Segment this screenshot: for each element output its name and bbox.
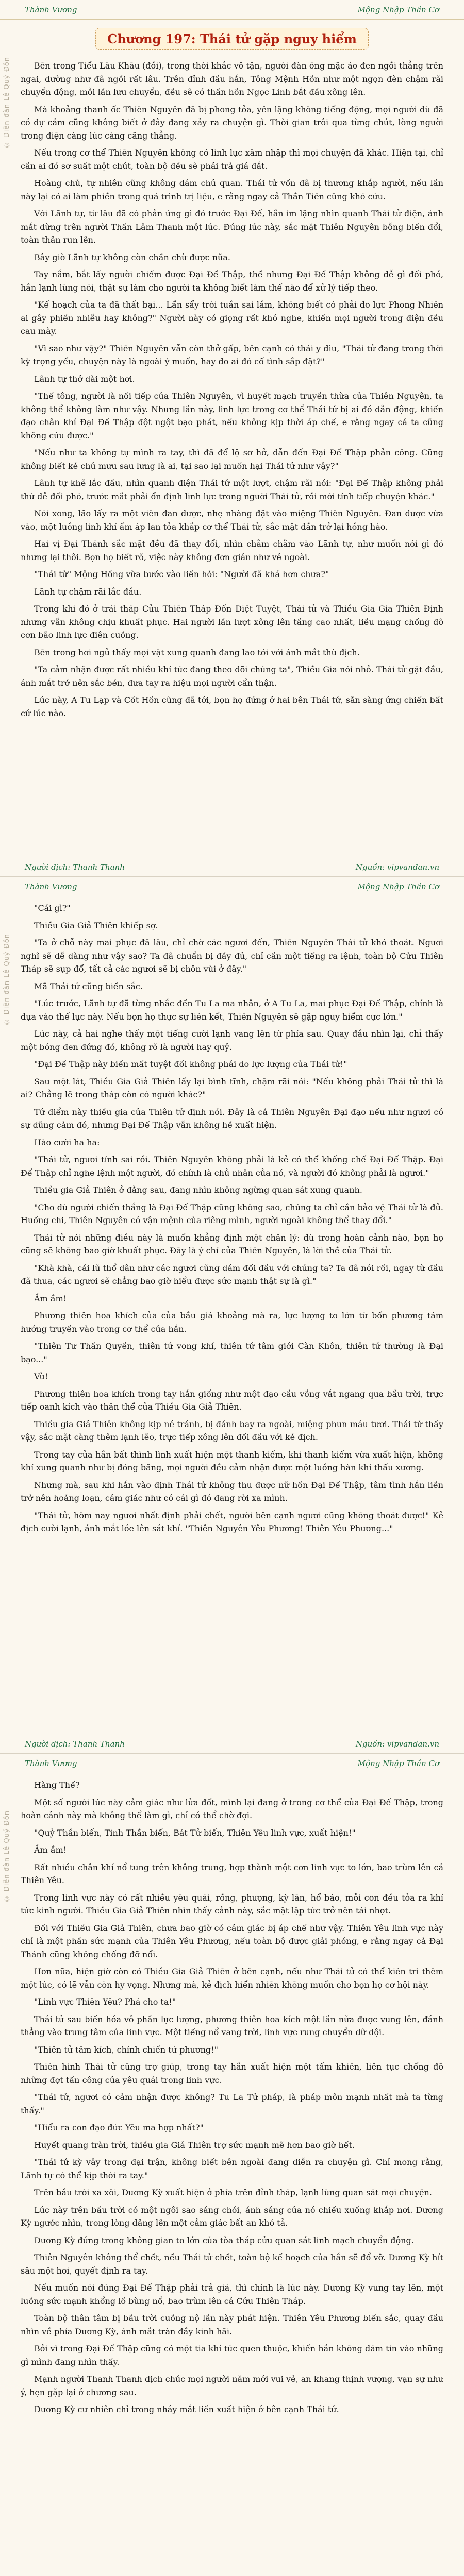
paragraph: Thiều Gia Giả Thiên khiếp sợ. <box>34 920 158 930</box>
paragraph: Dương Kỳ đứng trong không gian to lớn của tòa tháp cửu quan sát linh mạch chuyển động. <box>34 2235 414 2245</box>
paragraph: "Thái tử, ngươi có cảm nhận được không? Tu La Tử pháp, là pháp môn mạnh nhất mà ta từng thấy." <box>21 2092 443 2115</box>
paragraph: Bên trong Tiểu Lâu Khâu (đồi), trong thời khắc vô tận, người đàn ông mặc áo đen ngồi thẳng trên ngai, dường như đã ngồi rất lâu. Trên đỉnh đầu hắn, Tông Mệnh Hồn như một ngọn đèn chậm rãi chuyển động, mỗi lần lưu chuyển, đều sẽ có thần hồn Ngọc Linh bắt đầu xông lên. <box>21 61 443 97</box>
paragraph: "Thái tử, ngươi tính sai rồi. Thiên Nguyên không phải là kẻ có thể khống chế Đại Đế Thập. Đại Đế Thập chỉ nghe lệnh một người, đó chính là chủ nhân của nó, và người đó không phải là ngươi." <box>21 1155 443 1178</box>
paragraph: "Lúc trước, Lãnh tự đã từng nhắc đến Tu La ma nhân, ở A Tu La, mai phục Đại Đế Thập, chính là dựa vào thế lực này. Nếu bọn họ thực sự liên kết, Thiên Nguyên sẽ gặp nguy hiểm cực lớn." <box>21 998 443 1022</box>
paragraph: Trong khi đó ở trái tháp Cửu Thiên Tháp Đốn Diệt Tuyệt, Thái tử và Thiều Gia Gia Thiên Định nhưng vẫn không chịu khuất phục. Hai người lần lượt xông lên tầng cao nhất, liều mạng chống đỡ cơn bão linh lực điên cuồng. <box>21 604 443 640</box>
page-footer <box>0 857 464 876</box>
paragraph: Trong linh vực này có rất nhiều yêu quái, rồng, phượng, kỳ lân, hổ báo, mỗi con đều tỏa ra khí tức kinh người. Thiều Gia Giả Thiên nhìn thấy cảnh này, sắc mặt lập tức trở nên tái nhợt. <box>21 1892 443 1916</box>
paragraph: "Linh vực Thiên Yêu? Phá cho ta!" <box>34 1997 176 2007</box>
paragraph: Mạnh người Thanh Thanh dịch chúc mọi người năm mới vui vẻ, an khang thịnh vượng, vạn sự như ý, hẹn gặp lại ở chương sau. <box>21 2374 443 2397</box>
page-content <box>21 1778 443 2576</box>
paragraph: "Khà khà, cái lũ thổ dân như các ngươi cũng dám đối đầu với chúng ta? Ta đã nói rồi, ngay từ đầu đã thua, các ngươi sẽ chẳng bao giờ hiểu được sức mạnh thật sự là gì." <box>21 1263 443 1286</box>
footer-source: Nguồn: vipvandan.vn <box>355 862 439 872</box>
paragraph: "Thái tử" Mộng Hồng vừa bước vào liền hỏi: "Người đã khá hơn chưa?" <box>34 569 329 579</box>
page-header <box>0 0 464 20</box>
paragraph: Lãnh tự khẽ lắc đầu, nhìn quanh điện Thái tử một lượt, chậm rãi nói: "Đại Đế Thập không phải thứ dễ đối phó, trước mắt phải ổn định linh lực trong người Thái tử, rồi mới tính tiếp chuyện khác." <box>21 478 443 501</box>
paragraph: "Kế hoạch của ta đã thất bại... Lẩn sẩy trời tuần sai lầm, không biết có phải do lực Phong Nhiên ai gây phiền nhiễu hay không?" Người này có giọng rất khó nghe, khiến mọi người trong điện đều cau mày. <box>21 300 443 336</box>
paragraph: Hai vị Đại Thánh sắc mặt đều đã thay đổi, nhìn chằm chằm vào Lãnh tự, như muốn nói gì đó nhưng lại thôi. Bọn họ biết rõ, việc này không đơn giản như vẻ ngoài. <box>21 539 443 562</box>
paragraph: Nếu muốn nói đúng Đại Đế Thập phải trả giá, thì chính là lúc này. Dương Kỳ vung tay lên, một luồng sức mạnh khổng lồ bùng nổ, bao trùm lên cả Cửu Thiên Tháp. <box>21 2283 443 2306</box>
header-book-title: Mộng Nhập Thần Cơ <box>357 882 439 891</box>
paragraph: Bởi vì trong Đại Đế Thập cũng có một tia khí tức quen thuộc, khiến hắn không dám tin vào những gì mình đang nhìn thấy. <box>21 2344 443 2367</box>
page-content <box>21 25 443 852</box>
paragraph: Thiều gia Giả Thiên ở đằng sau, đang nhìn không ngừng quan sát xung quanh. <box>34 1185 362 1195</box>
page-footer <box>0 1734 464 1753</box>
paragraph: "Thế tông, người là nối tiếp của Thiên Nguyên, vì huyết mạch truyền thừa của Thiên Nguyên, ta không thể không làm như vậy. Nhưng lần này, linh lực trong cơ thể Thái tử bị ai đó dẫn động, khiến đạo chân khí Đại Đế Thập đột ngột bạo phát, nếu không kịp thời áp chế, e rằng ngay cả ta cũng không cứu được." <box>21 391 443 440</box>
paragraph: Thiên hinh Thái tử cũng trợ giúp, trong tay hắn xuất hiện một tấm khiên, liên tục chống đỡ những đợt tấn công của yêu quái trong linh vực. <box>21 2062 443 2085</box>
paragraph: Bây giờ Lãnh tự không còn chần chừ được nữa. <box>34 252 231 262</box>
side-watermark: © Diễn đàn Lê Quý Đôn <box>3 1810 11 1903</box>
page-header <box>0 877 464 896</box>
paragraph: Một số người lúc này cảm giác như lửa đốt, mình lại đang ở trong cơ thể của Đại Đế Thập, trong hoàn cảnh này mà không thể làm gì, chỉ có thể chờ đợi. <box>21 1797 443 1820</box>
paragraphs <box>21 902 443 1535</box>
paragraph: Lúc này trên bầu trời có một ngôi sao sáng chói, ánh sáng của nó chiếu xuống khắp nơi. Dương Kỳ ngước nhìn, trong lòng dâng lên một cảm giác bất an khó tả. <box>21 2205 443 2228</box>
page-2 <box>0 877 464 1754</box>
paragraph: Sau một lát, Thiều Gia Giả Thiên lấy lại bình tĩnh, chậm rãi nói: "Nếu không phải Thái tử thì là ai? Chẳng lẽ trong tháp còn có người khác?" <box>21 1076 443 1099</box>
paragraph: Thái tử nói những điều này là muốn khẳng định một chân lý: dù trong hoàn cảnh nào, bọn họ cũng sẽ không bao giờ khuất phục. Đây là ý chí của Thiên Nguyên, là lời thề của Thái tử. <box>21 1232 443 1256</box>
footer-source: Nguồn: vipvandan.vn <box>355 1739 439 1749</box>
chapter-title-box <box>21 28 443 50</box>
paragraph: Lãnh tự chậm rãi lắc đầu. <box>34 586 142 597</box>
paragraph: Rất nhiều chân khí nổ tung trên không trung, hợp thành một cơn linh vực to lớn, bao trùm lên cả Thiên Yêu. <box>21 1862 443 1885</box>
paragraph: Tay nắm, bắt lấy người chiếm được Đại Đế Thập, thế nhưng Đại Đế Thập không dễ gì đối phó, hắn lạnh lùng nói, thật sự làm cho người ta không biết làm thế nào để xử lý tiếp theo. <box>21 269 443 293</box>
paragraph: Đối với Thiều Gia Giả Thiên, chưa bao giờ có cảm giác bị áp chế như vậy. Thiên Yêu linh vực này chỉ là một phần sức mạnh của Thiên Yêu Phương, nếu toàn bộ được giải phóng, e rằng ngay cả Đại Thánh cũng không chống đỡ nổi. <box>21 1923 443 1959</box>
paragraph: "Thiên Tư Thần Quyền, thiên tứ vong khí, thiên tứ tâm giới Càn Khôn, thiên tứ thường là Đại bạo..." <box>21 1341 443 1364</box>
page-3 <box>0 1754 464 2576</box>
paragraph: "Nếu như ta không tự mình ra tay, thì đã để lộ sơ hở, dẫn đến Đại Đế Thập phản công. Cũng không biết kẻ chủ mưu sau lưng là ai, tại sao lại muốn hại Thái tử như vậy?" <box>21 448 443 471</box>
paragraph: "Ta cảm nhận được rất nhiều khí tức đang theo dõi chúng ta", Thiều Gia nói nhỏ. Thái tử gật đầu, ánh mắt trở nên sắc bén, đưa tay ra hiệu mọi người cẩn thận. <box>21 665 443 688</box>
paragraph: Dương Kỳ cư nhiên chỉ trong nháy mắt liền xuất hiện ở bên cạnh Thái tử. <box>34 2404 339 2414</box>
paragraph: Nếu trong cơ thể Thiên Nguyên không có linh lực xâm nhập thì mọi chuyện đã khác. Hiện tại, chỉ cần ai đó sơ suất một chút, toàn bộ đều sẽ phải trả giá đắt. <box>21 148 443 171</box>
paragraph: Huyết quang tràn trời, thiều gia Giả Thiên trợ sức mạnh mẽ hơn bao giờ hết. <box>34 2140 355 2150</box>
footer-translator: Người dịch: Thanh Thanh <box>25 1739 125 1749</box>
paragraph: "Vì sao như vậy?" Thiên Nguyên vẫn còn thở gấp, bên cạnh có thái y dìu, "Thái tử đang trong thời kỳ trọng yếu, chuyện này là ngoài ý muốn, hay do ai đó cố tình sắp đặt?" <box>21 343 443 366</box>
paragraph: "Thiên tử tâm kích, chính chiến tứ phương!" <box>34 2044 218 2055</box>
paragraph: Thiều gia Giả Thiên không kịp né tránh, bị đánh bay ra ngoài, miệng phun máu tươi. Thái tử thấy vậy, sắc mặt càng thêm lạnh lẽo, trực tiếp xông lên đối đầu với kẻ địch. <box>21 1419 443 1442</box>
header-book-title: Mộng Nhập Thần Cơ <box>357 1758 439 1768</box>
paragraph: Tứ điểm này thiều gia của Thiên tử định nói. Đây là cả Thiên Nguyên Đại đạo nếu như ngươi có sự dũng cảm đó, nhưng Đại Đế Thập vẫn không hề xuất hiện. <box>21 1107 443 1130</box>
paragraph: "Đại Đế Thập này biến mất tuyệt đối không phải do lực lượng của Thái tử!" <box>34 1059 347 1069</box>
paragraph: Thái tử sau biến hóa vô phần lực lượng, phương thiên hoa kích một lần nữa được vung lên, đánh thẳng vào trung tâm của linh vực. Một tiếng nổ vang trời, linh vực rung chuyển dữ dội. <box>21 2014 443 2037</box>
paragraph: Bên trong hơi ngủ thấy mọi vật xung quanh đang lao tới với ánh mắt thù địch. <box>34 647 360 657</box>
paragraph: Trên bầu trời xa xôi, Dương Kỳ xuất hiện ở phía trên đỉnh tháp, lạnh lùng quan sát mọi chuyện. <box>34 2188 432 2197</box>
paragraph: Phương thiên hoa khích của của bầu giá khoảng mà ra, lực lượng to lớn từ bốn phương tám hướng truyền vào trong cơ thể của hắn. <box>21 1311 443 1334</box>
paragraph: Ầm ầm! <box>34 1293 67 1303</box>
paragraph: "Cho dù người chiến thắng là Đại Đế Thập cũng không sao, chúng ta chỉ cần bảo vệ Thái tử là đủ. Huống chi, Thiên Nguyên có vận mệnh của riêng mình, người ngoài không thể thay đổi." <box>21 1202 443 1225</box>
paragraph: "Thái tử kỳ vây trong đại trận, không biết bên ngoài đang diễn ra chuyện gì. Chỉ mong rằng, Lãnh tự có thể kịp thời ra tay." <box>21 2157 443 2180</box>
paragraph: Nói xong, lão lấy ra một viên đan dược, nhẹ nhàng đặt vào miệng Thiên Nguyên. Đan dược vừa vào, một luồng linh khí ấm áp lan tỏa khắp cơ thể Thái tử, sắc mặt dần trở lại hồng hào. <box>21 509 443 532</box>
paragraph: Hoàng chủ, tự nhiên cũng không dám chủ quan. Thái tử vốn đã bị thương khắp người, nếu lần này lại có ai làm phiền trong quá trình trị liệu, e rằng ngay cả Thần Tiên cũng khó cứu. <box>21 178 443 201</box>
paragraph: Hơn nữa, hiện giờ còn có Thiều Gia Giả Thiên ở bên cạnh, nếu như Thái tử có thể kiên trì thêm một lúc, có lẽ vẫn còn hy vọng. Nhưng mà, kẻ địch hiển nhiên không muốn cho bọn họ cơ hội này. <box>21 1967 443 1990</box>
paragraph: "Quỷ Thần biến, Tinh Thần biến, Bát Tử biến, Thiên Yêu linh vực, xuất hiện!" <box>34 1827 356 1838</box>
paragraph: Ầm ầm! <box>34 1845 67 1855</box>
footer-translator: Người dịch: Thanh Thanh <box>25 862 125 872</box>
chapter-title: Chương 197: Thái tử gặp nguy hiểm <box>95 28 369 50</box>
header-author: Thành Vương <box>25 1758 77 1768</box>
paragraph: Vù! <box>34 1371 48 1381</box>
side-watermark: © Diễn đàn Lê Quý Đôn <box>3 934 11 1026</box>
header-author: Thành Vương <box>25 882 77 891</box>
paragraph: "Ta ở chỗ này mai phục đã lâu, chỉ chờ các ngươi đến, Thiên Nguyên Thái tử khó thoát. Ngươi nghĩ sẽ dễ dàng như vậy sao? Ta đã chuẩn bị đầy đủ, chỉ cần một tiếng ra lệnh, toàn bộ Cửu Thiên Tháp sẽ sụp đổ, tất cả các ngươi sẽ bị chôn vùi ở đây." <box>21 938 443 974</box>
paragraph: Phương thiên hoa khích trong tay hắn giống như một đạo cầu vồng vắt ngang qua bầu trời, trực tiếp oanh kích vào thân thể của Thiều Gia Giả Thiên. <box>21 1388 443 1412</box>
side-watermark: © Diễn đàn Lê Quý Đôn <box>3 57 11 149</box>
header-author: Thành Vương <box>25 5 77 14</box>
paragraphs <box>21 1778 443 2416</box>
page-1 <box>0 0 464 877</box>
paragraph: "Hiểu ra con đạo đức Yêu ma hợp nhất?" <box>34 2123 204 2132</box>
paragraph: Toàn bộ thân tâm bị bầu trời cuồng nộ lần này phát hiện. Thiên Yêu Phương biến sắc, quay đầu nhìn về phía Dương Kỳ, ánh mắt tràn đầy kinh hãi. <box>21 2313 443 2336</box>
page-header <box>0 1754 464 1773</box>
header-book-title: Mộng Nhập Thần Cơ <box>357 5 439 14</box>
paragraph: "Thái tử, hôm nay ngươi nhất định phải chết, người bên cạnh ngươi cũng không thoát được!" Kẻ địch cười lạnh, ánh mắt lóe lên sát khí. "Thiên Nguyên Yêu Phương! Thiên Yêu Phương..." <box>21 1510 443 1533</box>
paragraph: Lãnh tự thở dài một hơi. <box>34 374 135 384</box>
paragraph: Thiên Nguyên không thể chết, nếu Thái tử chết, toàn bộ kế hoạch của hắn sẽ đổ vỡ. Dương Kỳ hít sâu một hơi, quyết định ra tay. <box>21 2252 443 2276</box>
paragraph: Hàng Thế? <box>34 1780 80 1790</box>
paragraph: Lúc này, cả hai nghe thấy một tiếng cười lạnh vang lên từ phía sau. Quay đầu nhìn lại, chỉ thấy một bóng đen đứng đó, không rõ là người hay quỷ. <box>21 1029 443 1052</box>
paragraph: Với Lãnh tự, từ lâu đã có phản ứng gì đó trước Đại Đế, hắn im lặng nhìn quanh Thái tử điện, ánh mắt dừng trên người Thần Lâm Thanh một lúc. Đúng lúc này, sắc mặt Thiên Nguyên bỗng biến đổi, toàn thân run lên. <box>21 209 443 245</box>
paragraph: Trong tay của hắn bất thình lình xuất hiện một thanh kiếm, khi thanh kiếm vừa xuất hiện, không khí xung quanh như bị đóng băng, mọi người đều cảm nhận được một luồng hàn khí thấu xương. <box>21 1449 443 1472</box>
paragraph: "Cái gì?" <box>34 903 71 913</box>
paragraph: Nhưng mà, sau khi hắn vào định Thái tử không thu được nữ hồn Đại Đế Thập, tâm tình hắn liền trở nên hoảng loạn, cảm giác như có cái gì đó đang rời xa mình. <box>21 1480 443 1503</box>
paragraph: Hào cười ha ha: <box>34 1137 100 1147</box>
paragraphs <box>21 59 443 720</box>
paragraph: Mà khoảng thanh ốc Thiên Nguyên đã bị phong tỏa, yên lặng không tiếng động, mọi người dù đã có dự cảm cũng không biết ở đây đang xảy ra chuyện gì. Thời gian trôi qua từng chút, lòng người trong điện càng lúc càng căng thẳng. <box>21 104 443 141</box>
paragraph: Mã Thái tử cũng biến sắc. <box>34 981 143 991</box>
paragraph: Lúc này, A Tu Lạp và Cốt Hồn cũng đã tới, bọn họ đứng ở hai bên Thái tử, sẵn sàng ứng chiến bất cứ lúc nào. <box>21 695 443 718</box>
page-content <box>21 902 443 1728</box>
